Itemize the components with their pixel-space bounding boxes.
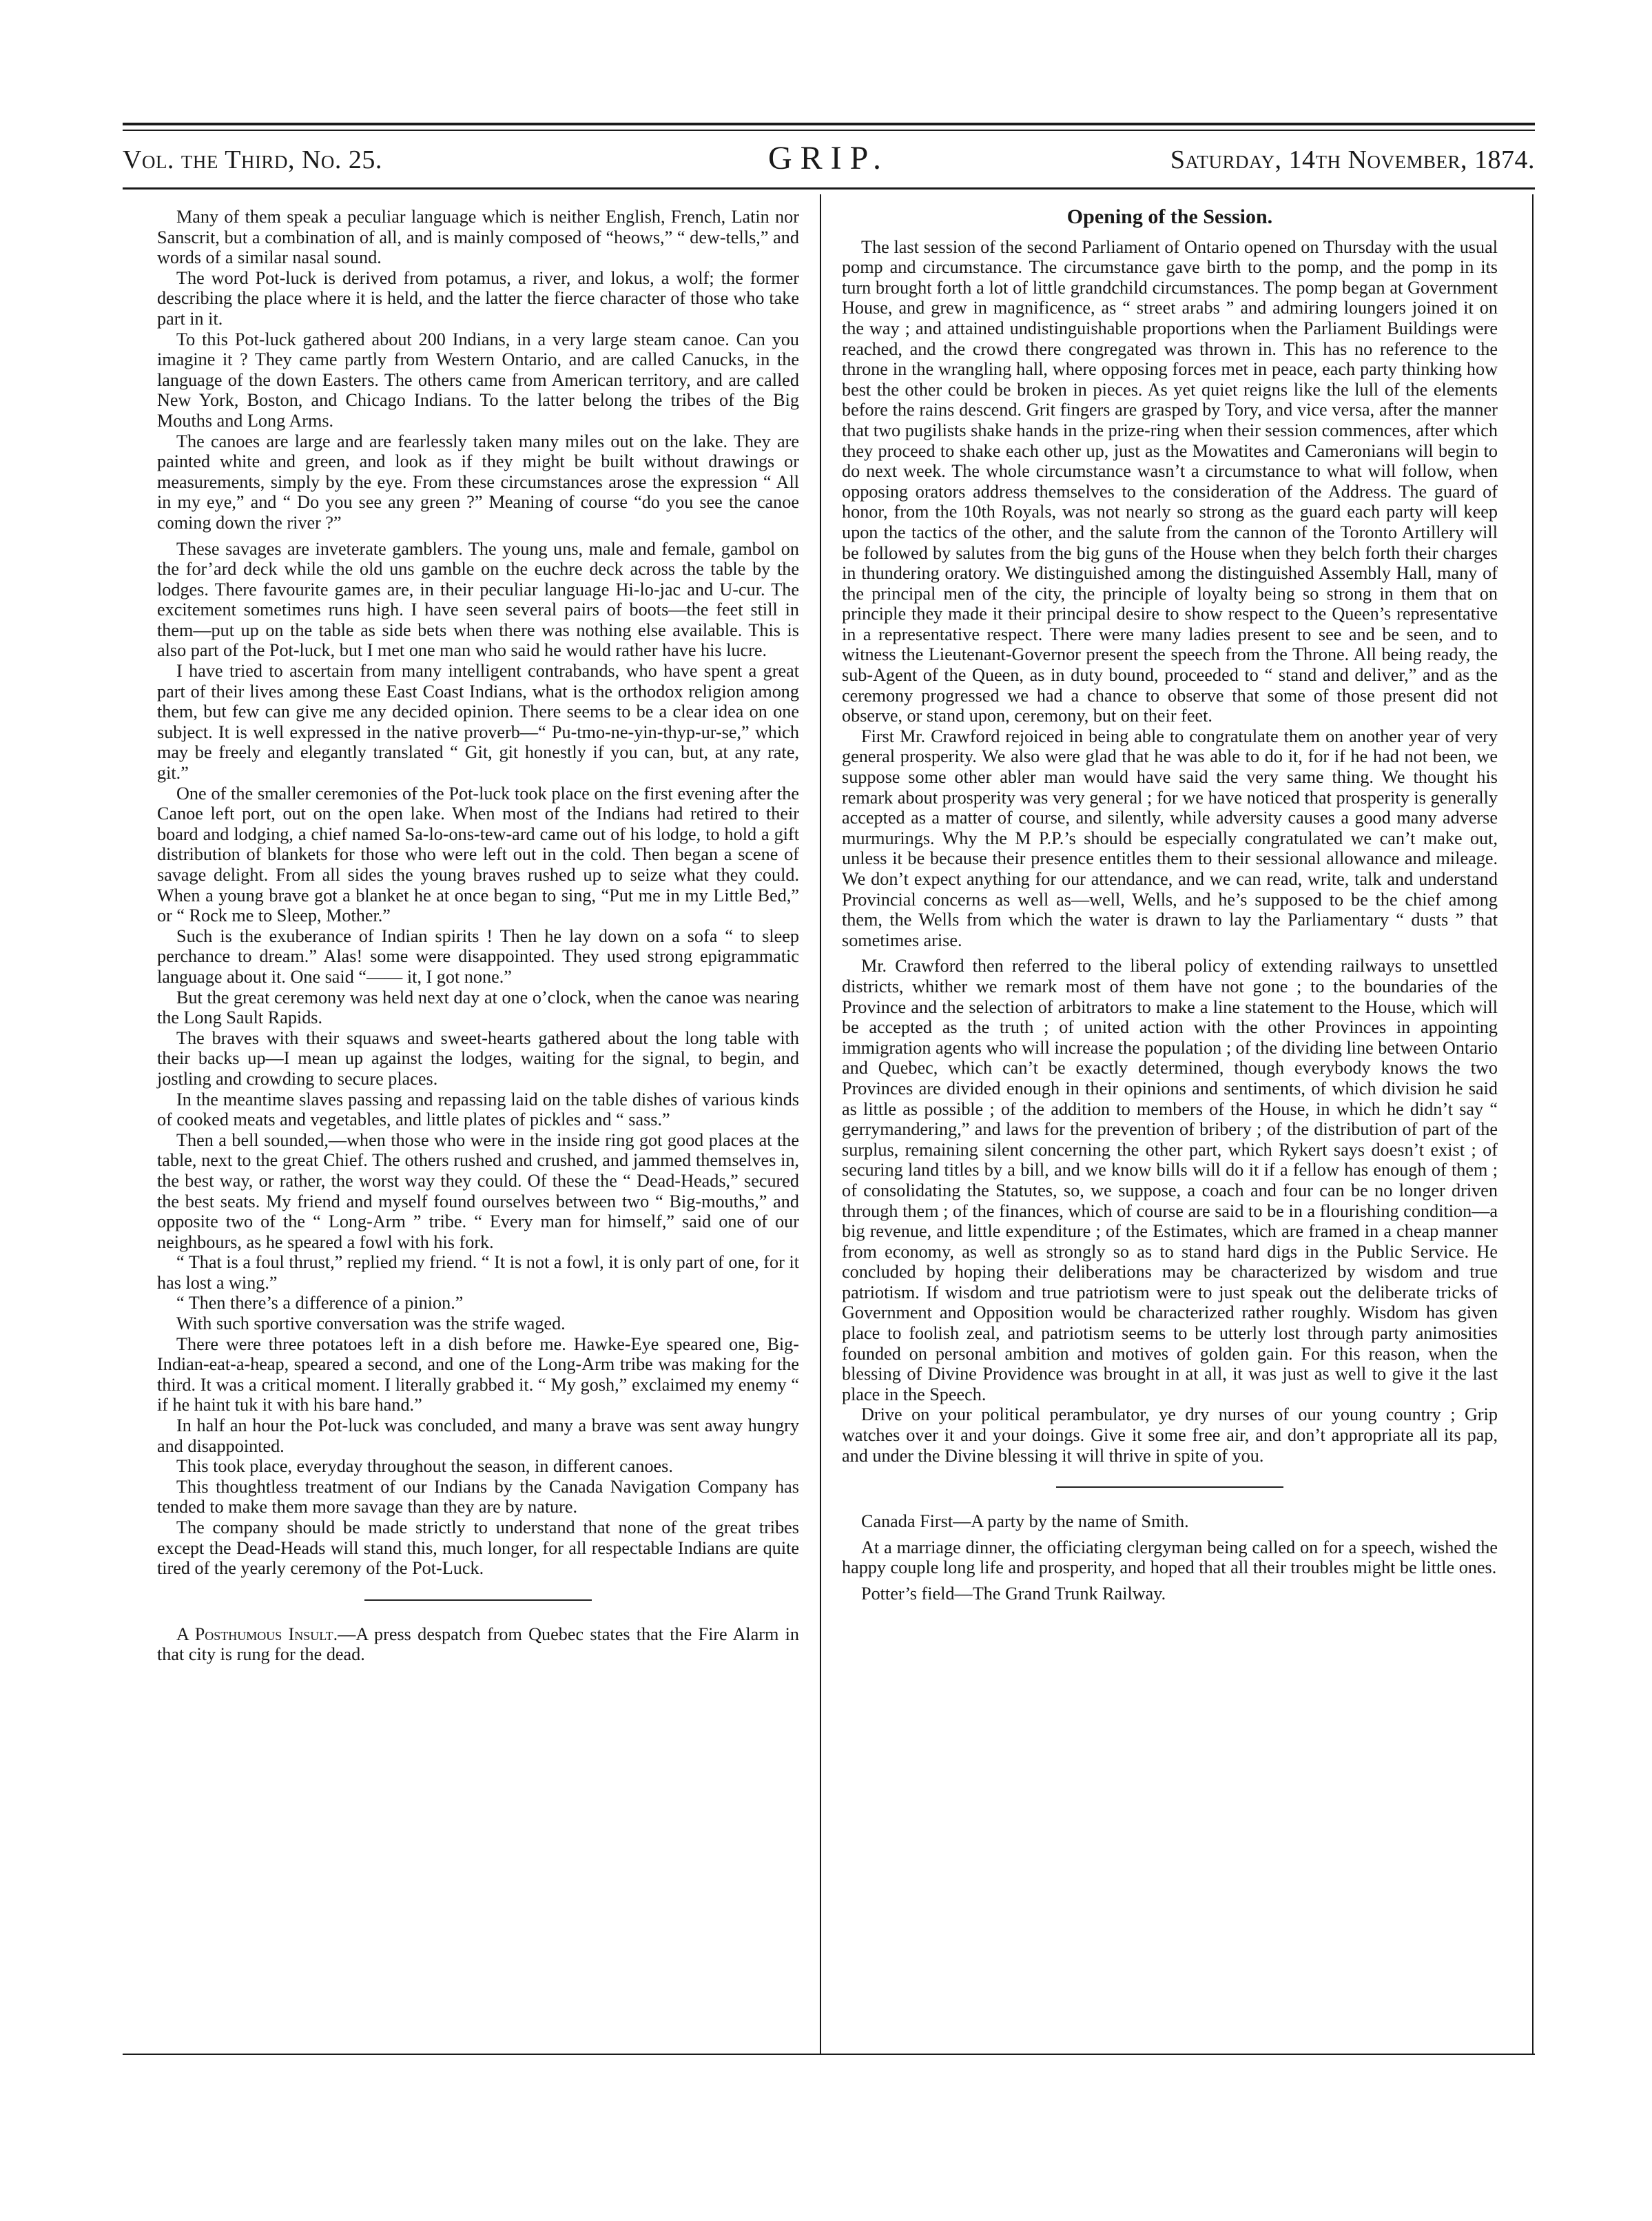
article-paragraph: The company should be made strictly to understand that none of the great tribes except the Dead-Heads will stand this, much longer, for all respectable Indians are quite tired of the yearly ceremony of the Pot-Luck. [157, 1517, 799, 1579]
article-paragraph: First Mr. Crawford rejoiced in being able to congratulate them on another year of very general prosperity. We also were glad that he was able to do it, for if he had not been, we suppose some other abler man would have said the very same thing. We thought his remark about prosperity was very general ; for we have noticed that prosperity is generally accepted as a matter of course, and silently, while adversity causes a good many adverse murmurings. Why the M P.P.’s should be especially congratulated we can’t make out, unless it be because their presence entitles them to their sessional allowance and mileage. We don’t expect anything for our attendance, and we can read, write, talk and understand Provincial concerns as well as—well, Wells, and he’s supposed to be the chief among them, the Wells from which the water is drawn to lay the Parliamentary “ dusts ” that sometimes arise. [842, 726, 1498, 950]
squib-paragraph: Canada First—A party by the name of Smith. [861, 1511, 1189, 1532]
squib-paragraph: At a marriage dinner, the officiating clergyman being called on for a speech, wished the happy couple long life and prosperity, and hoped that all their troubles might be little ones. [842, 1537, 1498, 1578]
masthead [123, 135, 1535, 183]
article-paragraph: Many of them speak a peculiar language which is neither English, French, Latin nor Sanscrit, but a combination of all, and is mainly composed of “heows,” “ dew-tells,” and words of a similar nasal sound. [157, 207, 799, 268]
article-paragraph: Then a bell sounded,—when those who were in the inside ring got good places at the table, next to the great Chief. The others rushed and crushed, and jammed themselves in, the best way, or rather, the worst way they could. Of these the “ Dead-Heads,” secured the best seats. My friend and myself found ourselves between two “ Big-mouths,” and opposite two of the “ Long-Arm ” tribe. “ Every man for himself,” said one of our neighbours, as he speared a fowl with his fork. [157, 1129, 799, 1252]
article-paragraph: With such sportive conversation was the strife waged. [176, 1313, 566, 1334]
article-paragraph: The word Pot-luck is derived from potamus, a river, and lokus, a wolf; the former describing the place where it is held, and the latter the fierce character of those who take part in it. [157, 267, 799, 329]
top-rule-thick [123, 123, 1535, 125]
article-paragraph: This thoughtless treatment of our Indians by the Canada Navigation Company has tended to make them more savage than they are by nature. [157, 1476, 799, 1517]
footnote-paragraph [157, 1624, 799, 1665]
header-bottom-rule [123, 187, 1535, 190]
section-title: Opening of the Session. [1066, 205, 1273, 228]
article-paragraph: Drive on your political perambulator, ye dry nurses of our young country ; Grip watches over it and your doings. Give it some free air, and don’t appropriate all its pap, and under the Divine blessing it will thrive in spite of you. [842, 1404, 1498, 1466]
article-paragraph: I have tried to ascertain from many intelligent contrabands, who have spent a great part of their lives among these East Coast Indians, what is the orthodox religion among them, but few can give me any decided opinion. There seems to be a clear idea on one subject. It is well expressed in the native proverb—“ Pu-tmo-ne-yin-thyp-ur-se,” which may be freely and elegantly translated “ Git, git honestly if you can, but, at any rate, git.” [157, 661, 799, 784]
column-divider [820, 194, 821, 2054]
volume-number: Vol. the Third, No. 25. [123, 145, 382, 174]
article-paragraph: “ Then there’s a difference of a pinion.” [176, 1293, 464, 1313]
article-paragraph: One of the smaller ceremonies of the Pot-luck took place on the first evening after the Canoe left port, out on the open lake. When most of the Indians had retired to their board and lodging, a chief named Sa-lo-ons-tew-ard came out of his lodge, to hold a gift distribution of blankets for those who were left out in the cold. Then began a scene of savage delight. From all sides the young braves rushed up to seize what they could. When a young brave got a blanket he at once began to sing, “Put me in my Little Bed,” or “ Rock me to Sleep, Mother.” [157, 783, 799, 926]
bottom-rule [123, 2054, 1535, 2055]
article-paragraph: These savages are inveterate gamblers. The young uns, male and female, gambol on the for’ard deck while the old uns gamble on the euchre deck across the table by the lodges. There favourite games are, in their peculiar language Hi-lo-jac and U-cur. The excitement sometimes runs high. I have seen several pairs of boots—the feet still in them—put up on the table as side bets when there was nothing else available. This is also part of the Pot-luck, but I met one man who said he would rather have his lucre. [157, 538, 799, 661]
right-border [1532, 194, 1534, 2054]
article-paragraph: The canoes are large and are fearlessly taken many miles out on the lake. They are painted white and green, and look as if they might be built without drawings or measurements, simply by the eye. From these circumstances arose the expression “ All in my eye,” and “ Do you see any green ?” Meaning of course “do you see the canoe coming down the river ?” [157, 431, 799, 533]
article-paragraph: This took place, everyday throughout the season, in different canoes. [176, 1456, 673, 1477]
issue-date: Saturday, 14th November, 1874. [1170, 145, 1535, 174]
article-paragraph: The last session of the second Parliament of Ontario opened on Thursday with the usual pomp and circumstance. The circumstance gave birth to the pomp, and the pomp in its turn brought forth a lot of little grandchild circumstances. The pomp began at Government House, and grew in magnificence, as “ street arabs ” and admiring loungers joined it on the way ; and attained undistinguishable proportions when the Parliament Buildings were reached, and the crowd there congregated was thrown in. This has no reference to the throne in the wrangling hall, where opposing forces met in peace, each party thinking how best the other could be broken in pieces. As yet quiet reigns like the lull of the elements before the rains descend. Grit fingers are grasped by Tory, and vice versa, after the manner that two pugilists shake hands in the prize-ring when their session commences, after which they proceed to shake each other up, just as the Mowatites and Cameronians will begin to do next week. The whole circumstance wasn’t a circumstance to what will follow, when opposing orators address themselves to the consideration of the Address. The guard of honor, from the 10th Royals, was not nearly so strong as the guard each party will keep upon the tactics of the other, and the salute from the cannon of the Toronto Artillery will be followed by salutes from the big guns of the House when they belch forth their charges in thundering oratory. We distinguished among the distinguished Assembly Hall, many of the principal men of the city, the principle of loyalty being so strong in them that on principle they made it their principal desire to show respect to the Queen’s representative in a representative respect. There were many ladies present to see and be seen, and to witness the Lieutenant-Governor present the speech from the Throne. All being ready, the sub-Agent of the Queen, as in duty bound, proceeded to “ stand and deliver,” and as the ceremony progressed we had a chance to observe that some of those present did not observe, or stand upon, ceremony, but on their feet. [842, 236, 1498, 726]
right-column [842, 207, 1498, 1604]
article-paragraph: There were three potatoes left in a dish before me. Hawke-Eye speared one, Big-Indian-eat-a-heap, speared a second, and one of the Long-Arm tribe was making for the third. It was a critical moment. I literally grabbed it. “ My gosh,” exclaimed my enemy “ if he haint tuk it with his bare hand.” [157, 1333, 799, 1415]
footnote-text: —A press despatch from Quebec states that the Fire Alarm in that city is rung for the dead. [157, 1624, 799, 1665]
article-paragraph: Such is the exuberance of Indian spirits ! Then he lay down on a sofa “ to sleep perchance to dream.” Alas! some were disappointed. They used strong epigrammatic language about it. One said “—— it, I got none.” [157, 925, 799, 987]
squib-paragraph: Potter’s field—The Grand Trunk Railway. [861, 1584, 1166, 1604]
article-paragraph: Mr. Crawford then referred to the liberal policy of extending railways to unsettled districts, whither we remark most of them have not gone ; to the boundaries of the Province and the selection of arbitrators to make a line statement to the House, which will be accepted as the truth ; of united action with the other Provinces in appointing immigration agents who will increase the population ; of the dividing line between Ontario and Quebec, which can’t be exactly determined, though everybody knows the two Provinces are divided enough in their opinions and sentiments, of which division he said as little as possible ; of the addition to members of the House, in which he didn’t say “ gerrymandering,” and laws for the prevention of bribery ; of the distribution of part of the surplus, remaining silent concerning the other part, which Rykert says doesn’t exist ; of securing land titles by a bill, and we know bills will do it if a fellow has enough of them ; of consolidating the Statutes, so, we suppose, a coach and four can be no longer driven through them ; of the finances, which of course are said to be in a flourishing condition—a big revenue, and little expenditure ; of the Estimates, which are framed in a cheap manner from economy, as well as strongly so as to stand hard digs in the Public Service. He concluded by hoping their deliberations may be characterized by wisdom and true patriotism. If wisdom and true patriotism were to just speak out the deliberate tricks of Government and Opposition would be characterized rather roughly. Wisdom has given place to foolish zeal, and patriotism seems to be utterly lost through party animosities founded on personal ambition and motives of golden gain. For this reason, when the blessing of Divine Providence was brought in at all, it was just as well to give it the last place in the Speech. [842, 956, 1498, 1404]
article-paragraph: “ That is a foul thrust,” replied my friend. “ It is not a fowl, it is only part of one, for it has lost a wing.” [157, 1252, 799, 1293]
section-divider [1056, 1486, 1283, 1488]
footnote-lead: A Posthumous Insult. [176, 1624, 338, 1644]
left-column [157, 207, 799, 1665]
article-paragraph: To this Pot-luck gathered about 200 Indians, in a very large steam canoe. Can you imagine it ? They came partly from Western Ontario, and are called Canucks, in the language of the down Easters. The others came from American territory, and are called New York, Boston, and Chicago Indians. To the latter belong the tribes of the Big Mouths and Long Arms. [157, 329, 799, 431]
publication-title: GRIP. [767, 140, 890, 176]
article-paragraph: But the great ceremony was held next day at one o’clock, when the canoe was nearing the Long Sault Rapids. [157, 987, 799, 1028]
section-divider [364, 1599, 592, 1601]
article-paragraph: In the meantime slaves passing and repassing laid on the table dishes of various kinds of cooked meats and vegetables, and little plates of pickles and “ sass.” [157, 1089, 799, 1130]
top-rule-thin [123, 130, 1535, 131]
article-paragraph: The braves with their squaws and sweet-hearts gathered about the long table with their backs up—I mean up against the lodges, waiting for the signal, to begin, and jostling and crowding to secure places. [157, 1027, 799, 1089]
article-paragraph: In half an hour the Pot-luck was concluded, and many a brave was sent away hungry and disappointed. [157, 1415, 799, 1456]
